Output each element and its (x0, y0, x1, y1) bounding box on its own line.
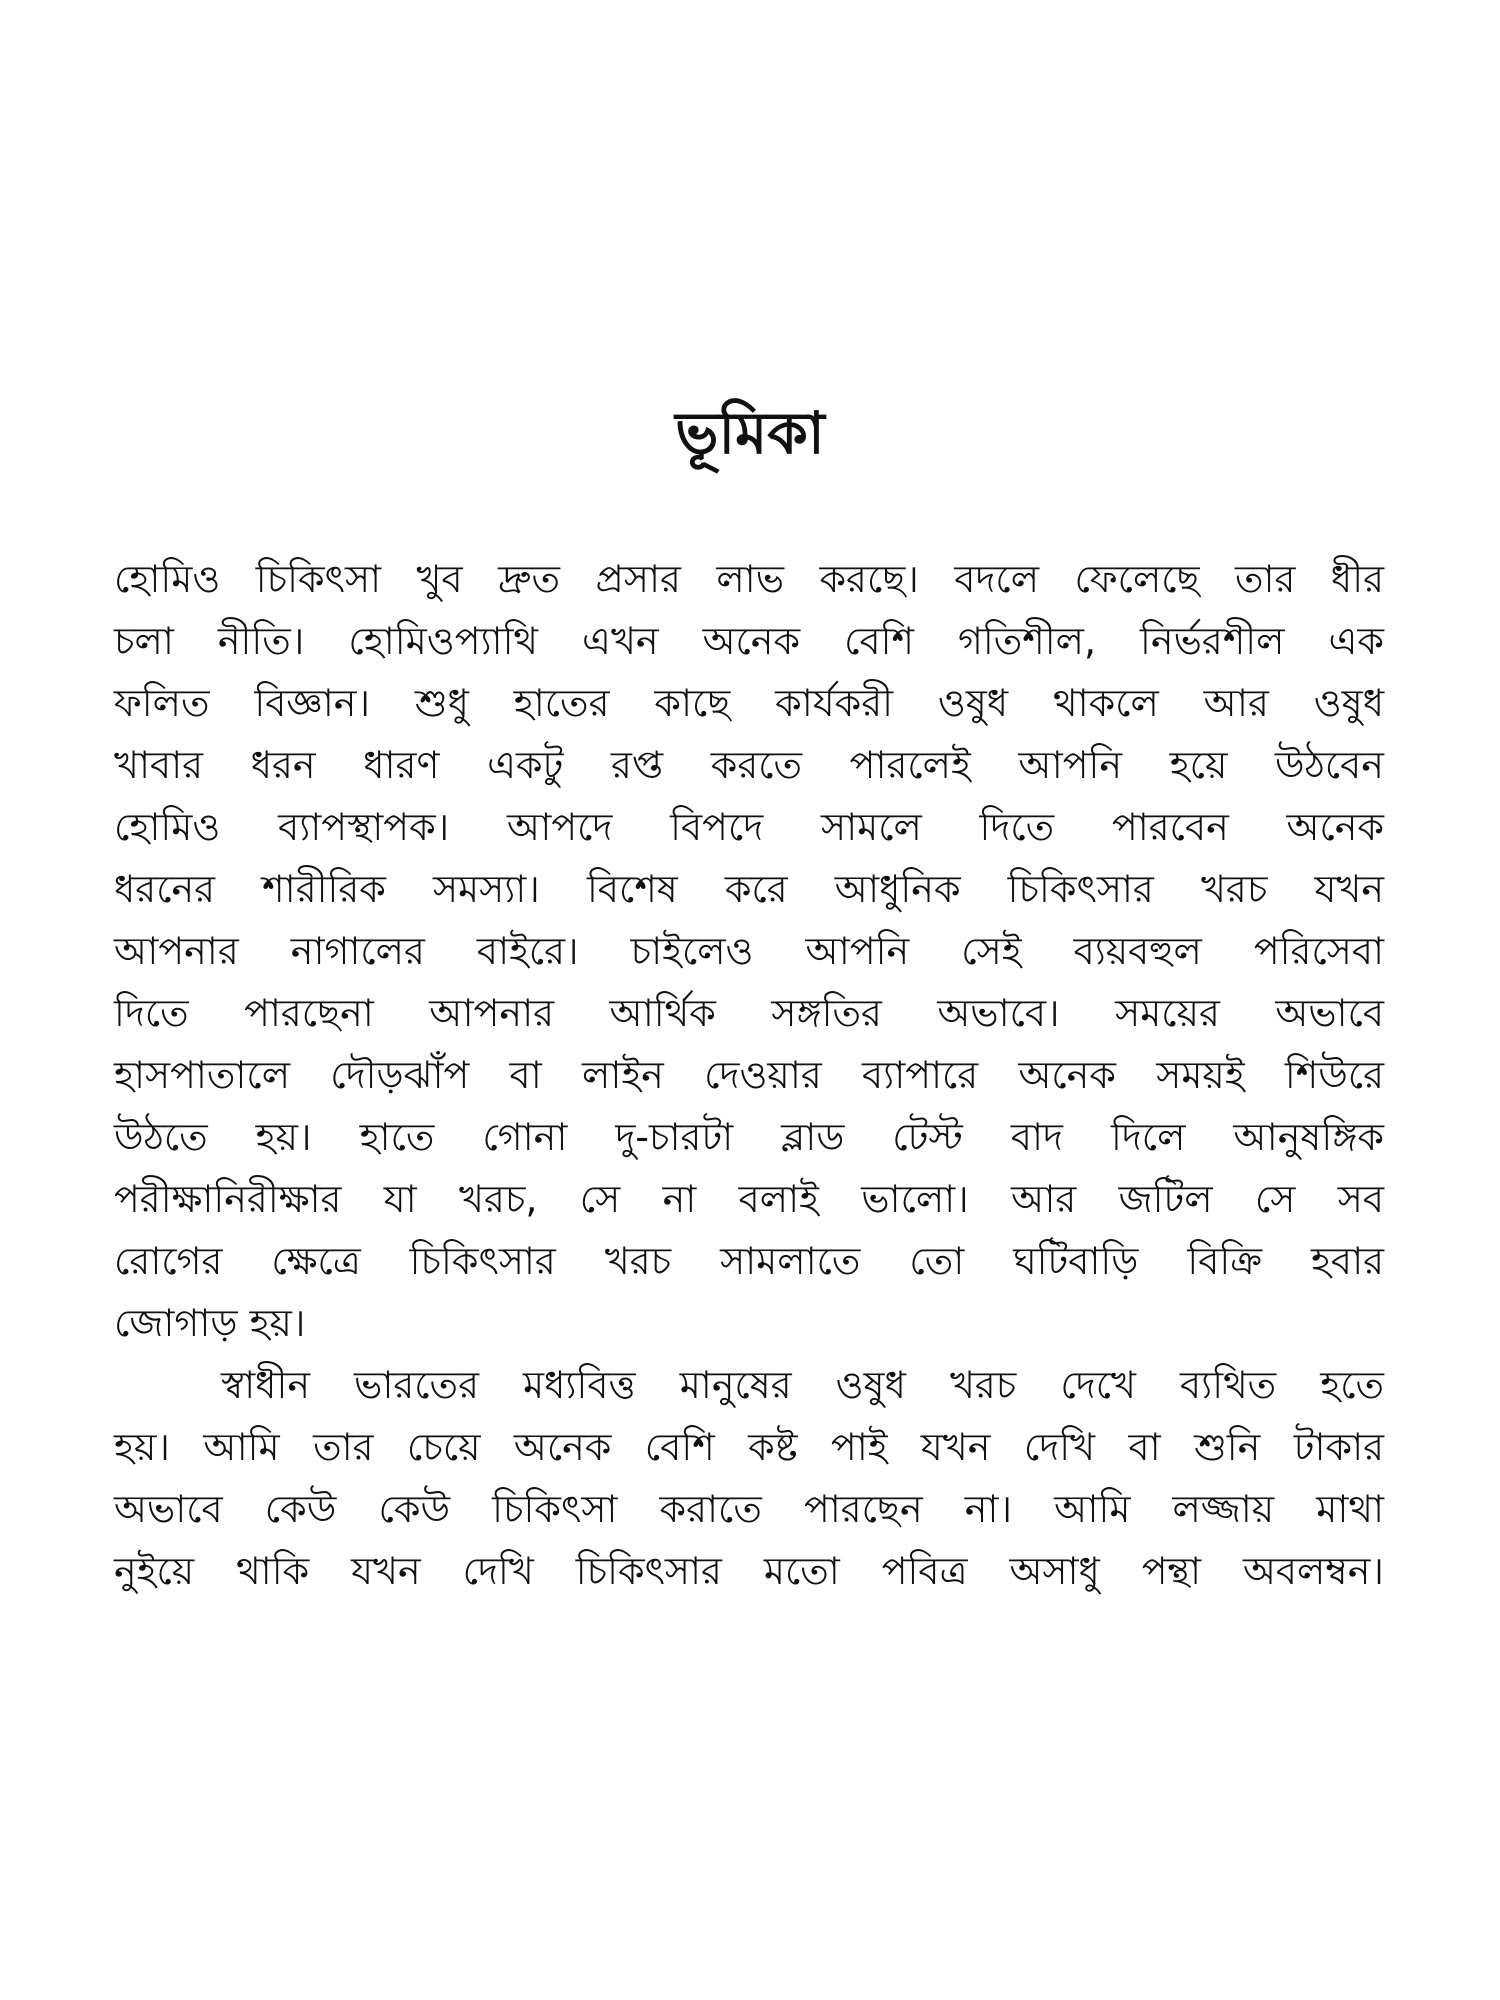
text-line: ফলিত বিজ্ঞান। শুধু হাতের কাছে কার্যকরী ওষুধ থাকলে আর ওষুধ (114, 681, 1384, 725)
text-line: খাবার ধরন ধারণ একটু রপ্ত করতে পারলেই আপনি হয়ে উঠবেন (114, 743, 1384, 787)
text-line: দিতে পারছেনা আপনার আর্থিক সঙ্গতির অভাবে। সময়ের অভাবে (114, 991, 1384, 1035)
paragraph-2 (114, 1354, 1384, 1602)
text-line: রোগের ক্ষেত্রে চিকিৎসার খরচ সামলাতে তো ঘটিবাড়ি বিক্রি হবার (114, 1239, 1384, 1283)
text-line: নুইয়ে থাকি যখন দেখি চিকিৎসার মতো পবিত্র অসাধু পন্থা অবলম্বন। (114, 1549, 1384, 1593)
text-line: হাসপাতালে দৌড়ঝাঁপ বা লাইন দেওয়ার ব্যাপারে অনেক সময়ই শিউরে (114, 1053, 1384, 1097)
text-line: আপনার নাগালের বাইরে। চাইলেও আপনি সেই ব্যয়বহুল পরিসেবা (114, 929, 1384, 973)
text-line: জোগাড় হয়। (114, 1301, 306, 1345)
text-line: হোমিও চিকিৎসা খুব দ্রুত প্রসার লাভ করছে। বদলে ফেলেছে তার ধীর (114, 557, 1384, 601)
text-line: স্বাধীন ভারতের মধ্যবিত্ত মানুষের ওষুধ খরচ দেখে ব্যথিত হতে (221, 1363, 1384, 1407)
body-text (114, 548, 1384, 1602)
text-line: পরীক্ষানিরীক্ষার যা খরচ, সে না বলাই ভালো। আর জটিল সে সব (114, 1177, 1384, 1221)
text-line: চলা নীতি। হোমিওপ্যাথি এখন অনেক বেশি গতিশীল, নির্ভরশীল এক (114, 619, 1384, 663)
page-title: ভূমিকা (675, 399, 825, 467)
text-line: হোমিও ব্যাপস্থাপক। আপদে বিপদে সামলে দিতে পারবেন অনেক (114, 805, 1384, 849)
text-line: হয়। আমি তার চেয়ে অনেক বেশি কষ্ট পাই যখন দেখি বা শুনি টাকার (114, 1425, 1384, 1469)
text-line: ধরনের শারীরিক সমস্যা। বিশেষ করে আধুনিক চিকিৎসার খরচ যখন (114, 867, 1384, 911)
text-line: অভাবে কেউ কেউ চিকিৎসা করাতে পারছেন না। আমি লজ্জায় মাথা (114, 1487, 1384, 1531)
paragraph-1 (114, 548, 1384, 1354)
text-line: উঠতে হয়। হাতে গোনা দু-চারটা ব্লাড টেস্ট বাদ দিলে আনুষঙ্গিক (114, 1115, 1384, 1159)
